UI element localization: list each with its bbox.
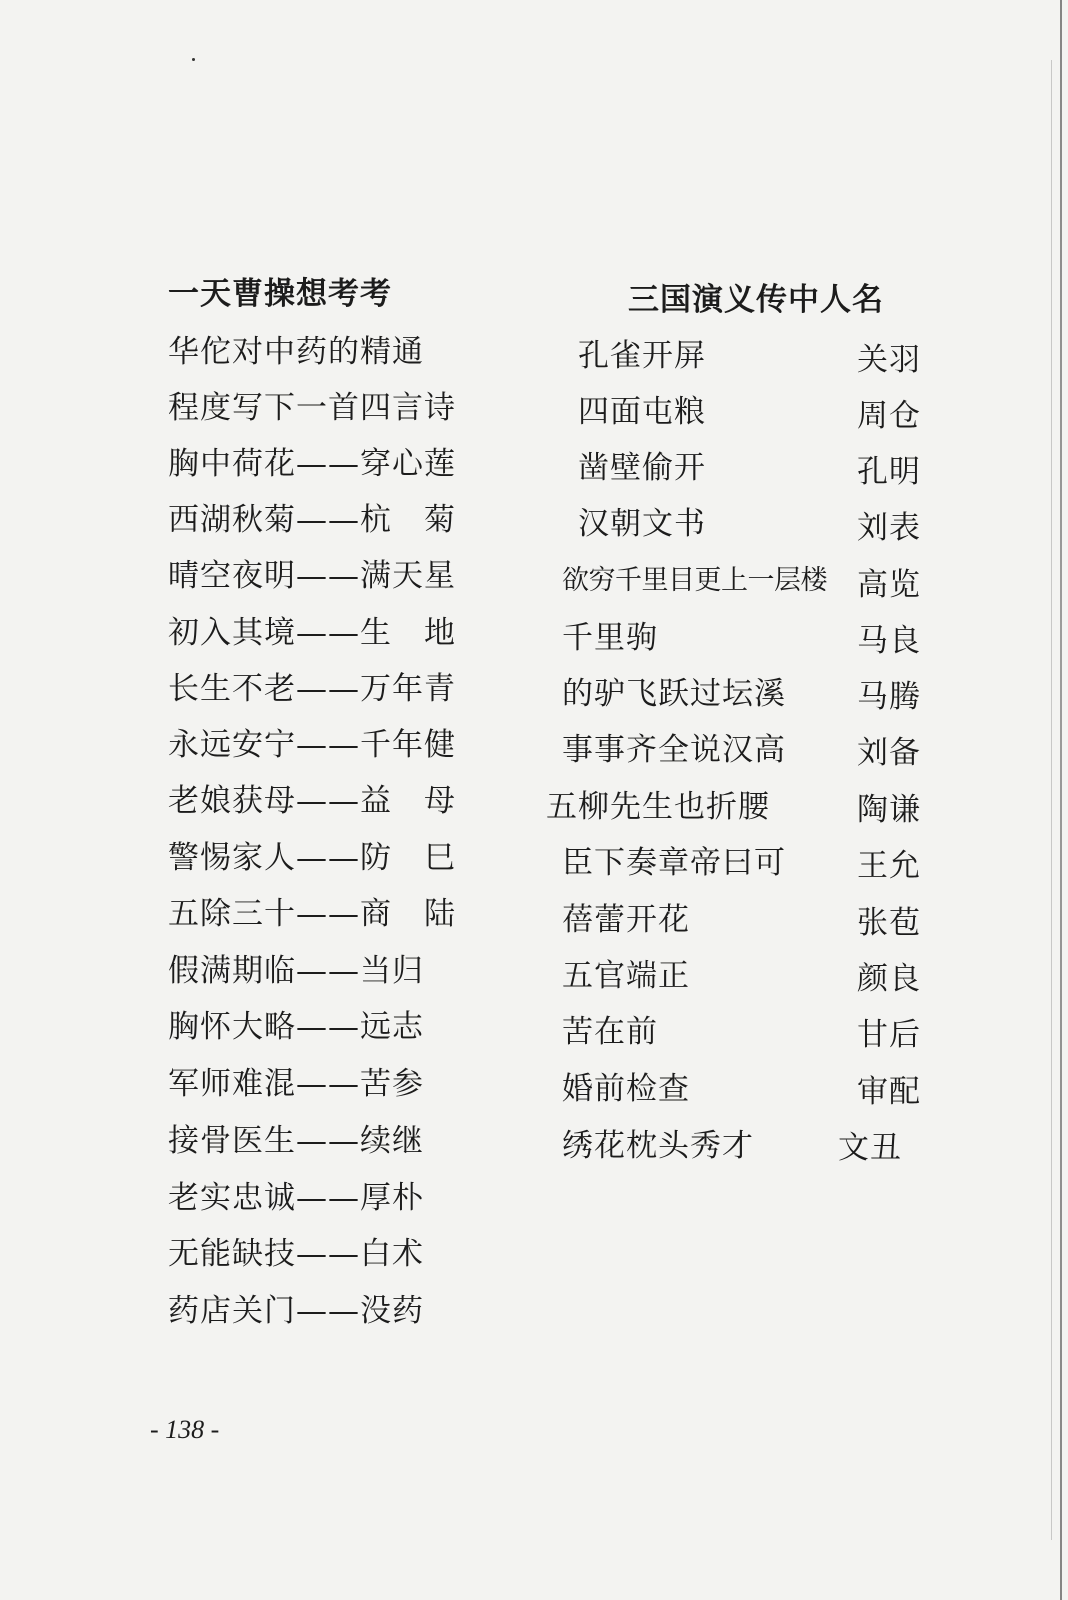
answer-name: 关羽 <box>857 342 921 378</box>
riddle-text: 凿壁偷开 <box>578 450 706 486</box>
riddle-text: 五官端正 <box>562 958 690 994</box>
riddle-text: 事事齐全说汉高 <box>562 732 786 768</box>
right-title: 三国演义传中人名 <box>628 282 884 318</box>
left-line: 华佗对中药的精通 <box>168 334 424 370</box>
riddle-text: 苦在前 <box>562 1014 658 1050</box>
left-line: 初入其境——生 地 <box>168 615 456 651</box>
left-line: 药店关门——没药 <box>168 1293 424 1329</box>
answer-name: 甘后 <box>857 1017 921 1053</box>
riddle-text: 蓓蕾开花 <box>562 902 690 938</box>
answer-name: 刘表 <box>857 510 921 546</box>
left-line: 永远安宁——千年健 <box>168 727 456 763</box>
answer-name: 陶谦 <box>857 792 921 828</box>
answer-name: 文丑 <box>838 1130 902 1166</box>
riddle-text: 孔雀开屏 <box>578 338 706 374</box>
answer-name: 马良 <box>857 623 921 659</box>
left-line: 胸怀大略——远志 <box>168 1009 424 1045</box>
left-line: 军师难混——苦参 <box>168 1066 424 1102</box>
left-line: 胸中荷花——穿心莲 <box>168 446 456 482</box>
riddle-text: 千里驹 <box>562 620 658 656</box>
left-line: 五除三十——商 陆 <box>168 896 456 932</box>
riddle-text: 四面屯粮 <box>578 394 706 430</box>
scan-speck <box>192 58 195 61</box>
answer-name: 张苞 <box>857 905 921 941</box>
left-line: 无能缺技——白术 <box>168 1236 424 1272</box>
left-line: 长生不老——万年青 <box>168 671 456 707</box>
answer-name: 审配 <box>857 1074 921 1110</box>
answer-name: 颜良 <box>857 961 921 997</box>
left-title: 一天曹操想考考 <box>168 276 392 312</box>
answer-name: 周仓 <box>857 398 921 434</box>
answer-name: 高览 <box>857 567 921 603</box>
left-line: 接骨医生——续继 <box>168 1123 424 1159</box>
left-line: 老娘获母——益 母 <box>168 783 456 819</box>
riddle-text: 欲穷千里目更上一层楼 <box>562 565 827 596</box>
left-line: 程度写下一首四言诗 <box>168 390 456 426</box>
page-edge-shadow <box>1060 0 1062 1600</box>
left-line: 老实忠诚——厚朴 <box>168 1180 424 1216</box>
answer-name: 马腾 <box>857 679 921 715</box>
answer-name: 刘备 <box>857 735 921 771</box>
left-line: 西湖秋菊——杭 菊 <box>168 502 456 538</box>
left-line: 假满期临——当归 <box>168 953 424 989</box>
riddle-text: 婚前检查 <box>562 1071 690 1107</box>
riddle-text: 绣花枕头秀才 <box>562 1128 754 1164</box>
answer-name: 王允 <box>857 848 921 884</box>
page-edge-line <box>1051 60 1052 1540</box>
riddle-text: 汉朝文书 <box>578 506 706 542</box>
left-line: 警惕家人——防 巳 <box>168 840 456 876</box>
riddle-text: 的驴飞跃过坛溪 <box>562 676 786 712</box>
riddle-text: 五柳先生也折腰 <box>546 789 770 825</box>
left-line: 晴空夜明——满天星 <box>168 558 456 594</box>
page-number: - 138 - <box>150 1415 220 1444</box>
answer-name: 孔明 <box>857 454 921 490</box>
riddle-text: 臣下奏章帝曰可 <box>562 845 786 881</box>
